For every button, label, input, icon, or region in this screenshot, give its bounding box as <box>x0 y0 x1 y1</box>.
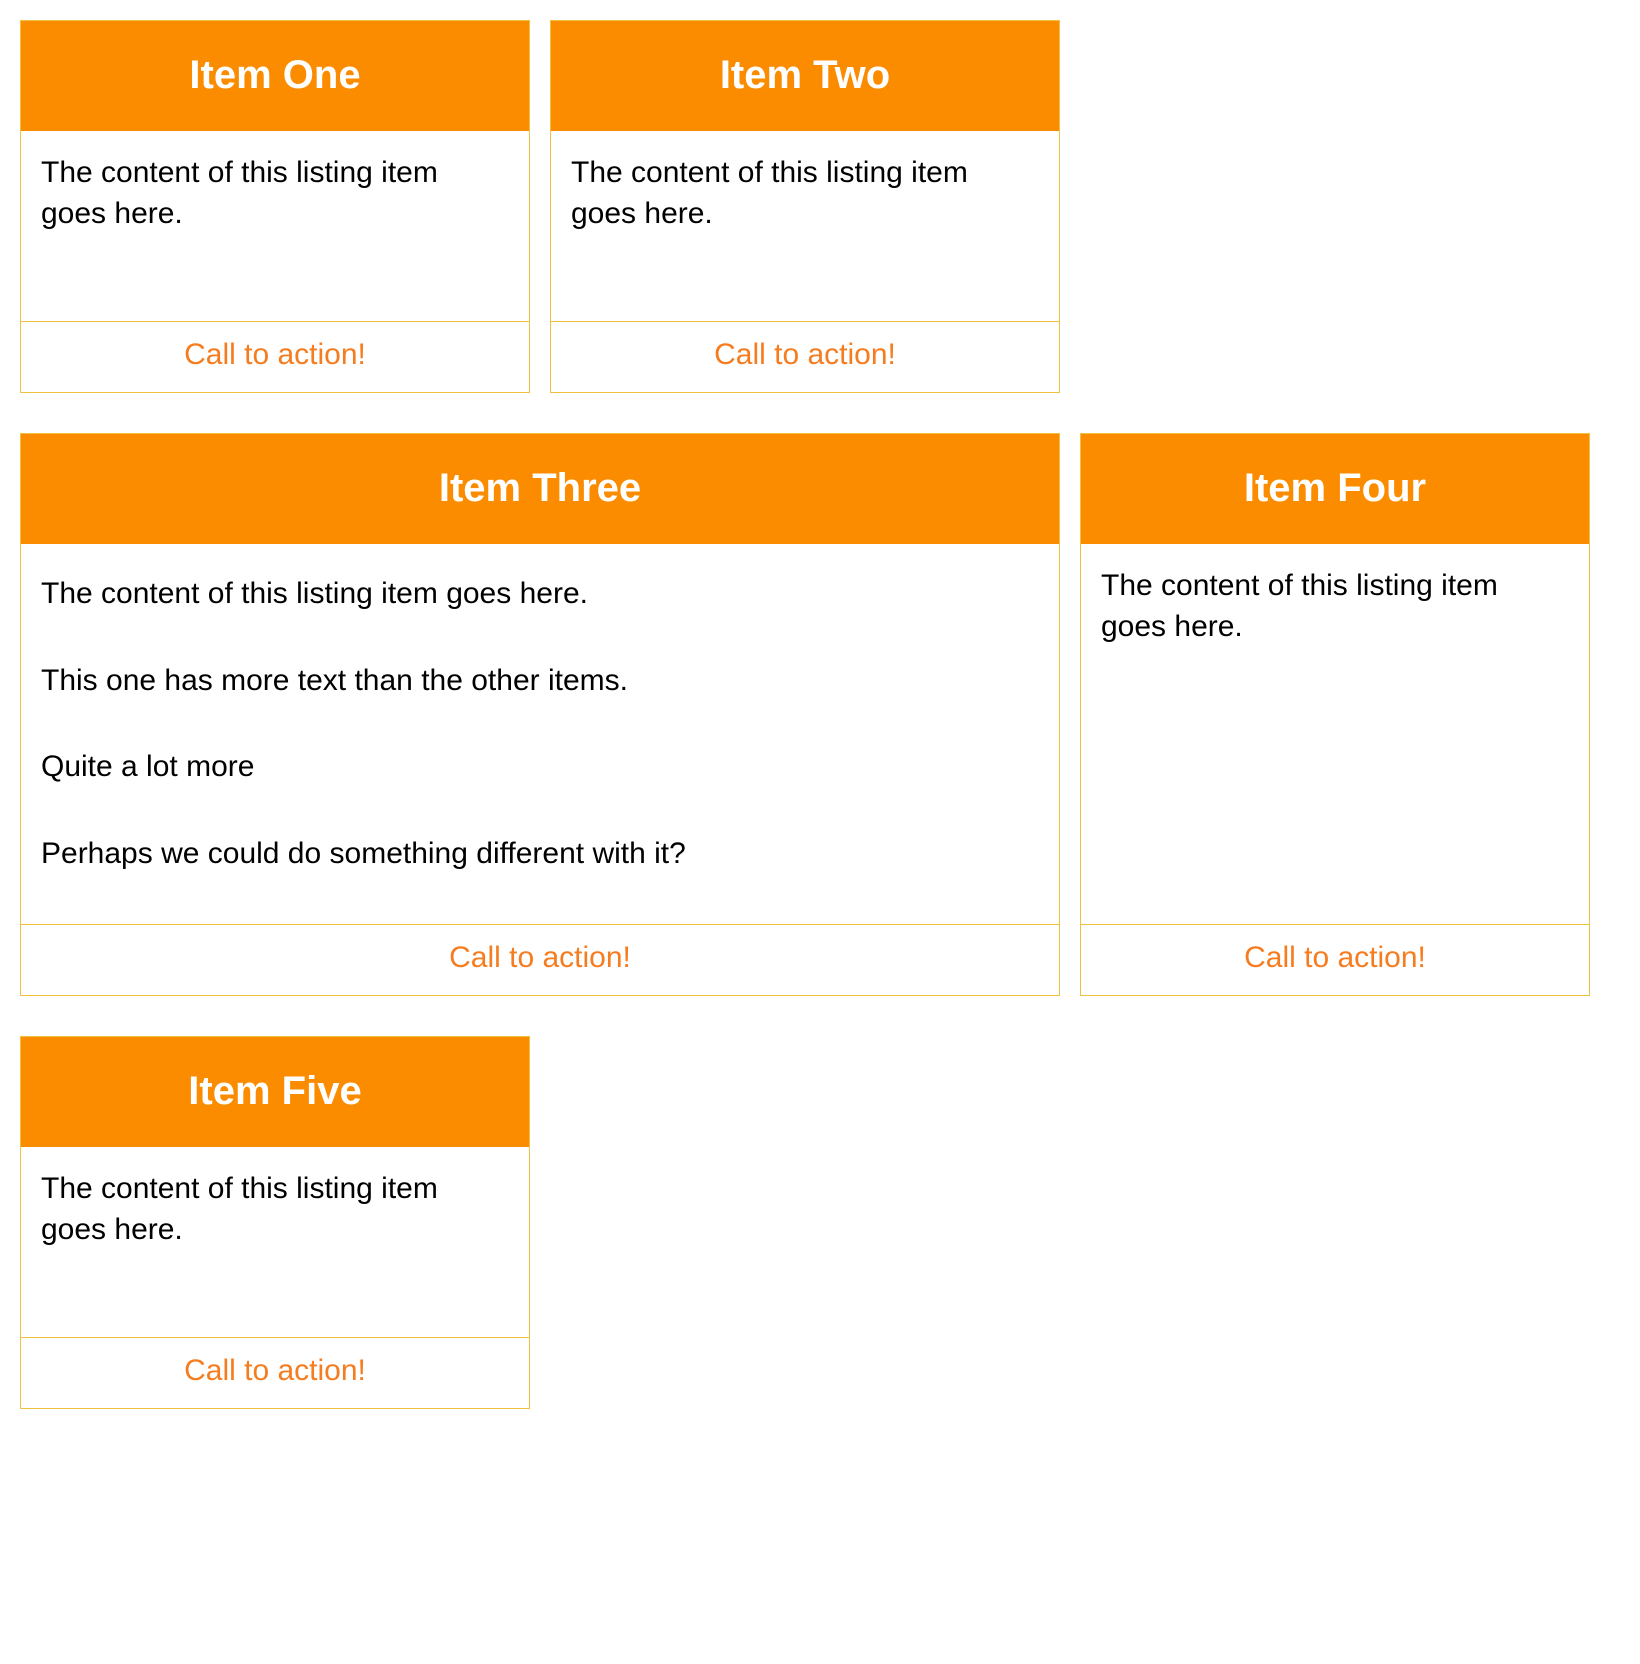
card-body <box>1081 544 1589 924</box>
card-title: Item Four <box>1081 434 1589 544</box>
card-paragraph: The content of this listing item goes here. <box>1101 569 1498 643</box>
card-footer <box>21 924 1059 995</box>
listing-card <box>20 20 530 393</box>
card-body <box>21 1147 529 1337</box>
card-body <box>21 544 1059 924</box>
card-title: Item Three <box>21 434 1059 544</box>
card-footer <box>1081 924 1589 995</box>
card-body <box>21 131 529 321</box>
card-paragraph: This one has more text than the other items. <box>41 663 628 697</box>
listing-card <box>20 433 1060 996</box>
card-paragraph: Perhaps we could do something different with it? <box>41 836 686 870</box>
card-title: Item Five <box>21 1037 529 1147</box>
card-title: Item Two <box>551 21 1059 131</box>
card-body <box>551 131 1059 321</box>
call-to-action-link[interactable]: Call to action! <box>1244 941 1426 974</box>
card-paragraph: The content of this listing item goes here. <box>571 156 968 230</box>
call-to-action-link[interactable]: Call to action! <box>714 338 896 371</box>
card-paragraph: The content of this listing item goes here. <box>41 577 588 610</box>
card-paragraph: Quite a lot more <box>41 750 255 783</box>
card-title: Item One <box>21 21 529 131</box>
call-to-action-link[interactable]: Call to action! <box>449 941 631 974</box>
card-paragraph: The content of this listing item goes here. <box>41 156 438 230</box>
card-footer <box>551 321 1059 392</box>
listing-card <box>1080 433 1590 996</box>
call-to-action-link[interactable]: Call to action! <box>184 338 366 371</box>
listing-grid <box>20 20 1620 1409</box>
call-to-action-link[interactable]: Call to action! <box>184 1354 366 1387</box>
card-footer <box>21 321 529 392</box>
card-paragraph: The content of this listing item goes here. <box>41 1172 438 1246</box>
listing-card <box>20 1036 530 1409</box>
listing-card <box>550 20 1060 393</box>
card-footer <box>21 1337 529 1408</box>
